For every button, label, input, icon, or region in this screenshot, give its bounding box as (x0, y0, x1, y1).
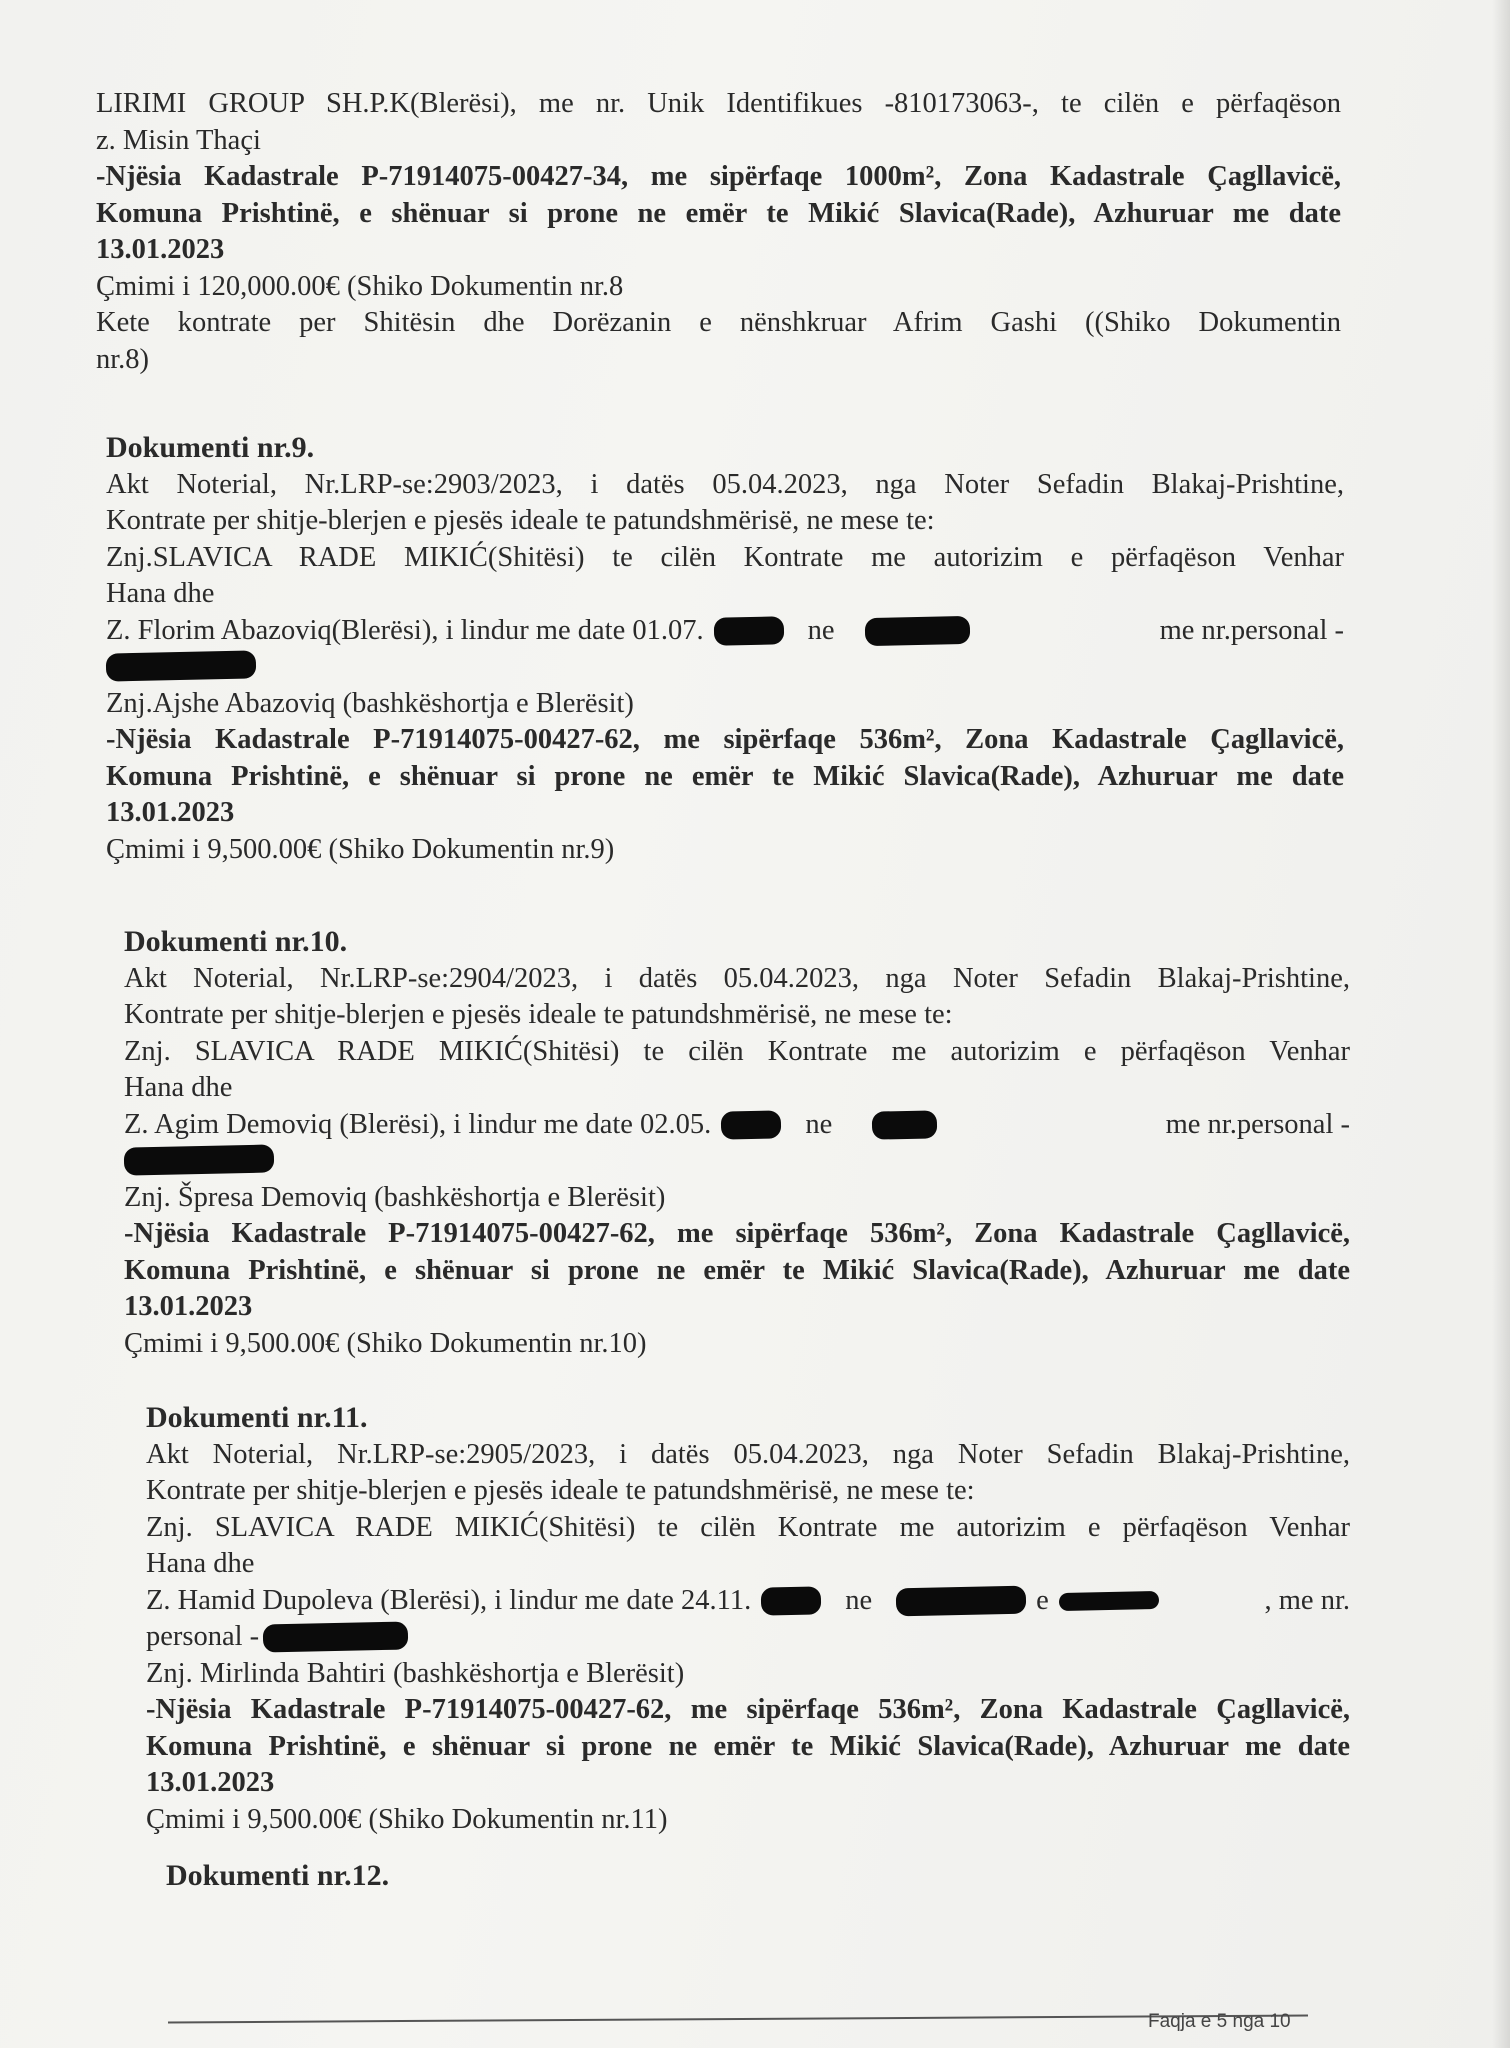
doc10-section (124, 924, 1350, 1362)
doc9-heading: Dokumenti nr.9. (106, 431, 315, 464)
redaction-bar (872, 1110, 938, 1139)
redaction-bar (896, 1585, 1027, 1616)
doc11-section (146, 1400, 1350, 1838)
footer-divider (168, 2015, 1308, 2024)
intro-signed-line: nr.8) (96, 343, 150, 375)
doc9-unit-date: 13.01.2023 (106, 797, 235, 828)
doc9-seller-cont: Hana dhe (106, 578, 215, 609)
doc10-unit-line: Komuna Prishtinë, e shënuar si prone ne emër te Mikić Slavica(Rade), Azhuruar me date (124, 1254, 1350, 1286)
doc10-unit-date: 13.01.2023 (124, 1291, 253, 1322)
doc10-seller-cont: Hana dhe (124, 1072, 233, 1103)
doc10-personal-id-line (124, 1143, 1350, 1180)
doc9-buyer-text: Z. Florim Abazoviq(Blerësi), i lindur me date 01.07. (106, 614, 704, 646)
doc10-heading: Dokumenti nr.10. (124, 925, 348, 958)
doc10-seller: Znj. SLAVICA RADE MIKIĆ(Shitësi) te cilën Kontrate me autorizim e përfaqëson Venhar (124, 1035, 1350, 1067)
redaction-bar (124, 1144, 275, 1175)
doc9-personal-label: me nr.personal - (1159, 614, 1344, 646)
redaction-bar (106, 650, 257, 681)
intro-price: Çmimi i 120,000.00€ (Shiko Dokumentin nr.8 (96, 270, 624, 302)
redaction-bar (864, 616, 970, 646)
intro-unit-line: -Njësia Kadastrale P-71914075-00427-34, me sipërfaqe 1000m², Zona Kadastrale Çagllavicë, (96, 161, 1341, 192)
doc11-personal-label-cont: personal - (146, 1621, 260, 1652)
redaction-bar (263, 1622, 409, 1653)
doc11-contract: Kontrate per shitje-blerjen e pjesës ideale te patundshmërisë, ne mese te: (146, 1475, 975, 1506)
doc11-seller-cont: Hana dhe (146, 1548, 255, 1579)
doc9-act: Akt Noterial, Nr.LRP-se:2903/2023, i datës 05.04.2023, nga Noter Sefadin Blakaj-Prishtine, (106, 468, 1344, 500)
doc11-buyer-line (146, 1583, 1350, 1620)
doc9-price: Çmimi i 9,500.00€ (Shiko Dokumentin nr.9) (106, 833, 615, 865)
doc11-personal-label: , me nr. (1264, 1584, 1350, 1616)
doc9-spouse: Znj.Ajshe Abazoviq (bashkëshortja e Blerësit) (106, 687, 634, 719)
redaction-bar (761, 1586, 822, 1615)
doc12-heading: Dokumenti nr.12. (166, 1859, 390, 1892)
page-edge-shadow (1492, 0, 1510, 2048)
doc11-unit-date: 13.01.2023 (146, 1767, 275, 1798)
doc11-unit-line: Komuna Prishtinë, e shënuar si prone ne emër te Mikić Slavica(Rade), Azhuruar me date (146, 1730, 1350, 1762)
doc11-unit-line: -Njësia Kadastrale P-71914075-00427-62, me sipërfaqe 536m², Zona Kadastrale Çagllavicë, (146, 1694, 1350, 1725)
intro-unit-date: 13.01.2023 (96, 234, 225, 265)
doc9-unit-line: -Njësia Kadastrale P-71914075-00427-62, me sipërfaqe 536m², Zona Kadastrale Çagllavicë, (106, 724, 1344, 755)
doc10-buyer-line (124, 1107, 1350, 1144)
doc11-spouse: Znj. Mirlinda Bahtiri (bashkëshortja e Blerësit) (146, 1657, 685, 1689)
doc11-personal-id-line (146, 1619, 1350, 1656)
doc9-contract: Kontrate per shitje-blerjen e pjesës ideale te patundshmërisë, ne mese te: (106, 505, 935, 536)
doc11-act: Akt Noterial, Nr.LRP-se:2905/2023, i datës 05.04.2023, nga Noter Sefadin Blakaj-Prishtine, (146, 1438, 1350, 1470)
doc10-personal-label: me nr.personal - (1165, 1108, 1350, 1140)
doc10-price: Çmimi i 9,500.00€ (Shiko Dokumentin nr.10) (124, 1327, 647, 1359)
doc11-birthplace-label: ne (845, 1584, 873, 1616)
doc11-heading: Dokumenti nr.11. (146, 1401, 368, 1434)
redaction-bar (1059, 1591, 1159, 1611)
doc9-personal-id-line (106, 649, 1344, 686)
doc10-buyer-text: Z. Agim Demoviq (Blerësi), i lindur me date 02.05. (124, 1108, 712, 1140)
doc10-birthplace-label: ne (805, 1108, 833, 1140)
doc11-price: Çmimi i 9,500.00€ (Shiko Dokumentin nr.11) (146, 1803, 668, 1835)
page-number: Faqja e 5 nga 10 (1148, 2011, 1291, 2032)
doc10-unit-line: -Njësia Kadastrale P-71914075-00427-62, me sipërfaqe 536m², Zona Kadastrale Çagllavicë, (124, 1218, 1350, 1249)
doc9-section (106, 430, 1344, 868)
intro-signed-line: Kete kontrate per Shitësin dhe Dorëzanin e nënshkruar Afrim Gashi ((Shiko Dokumentin (96, 307, 1341, 338)
doc9-buyer-line (106, 613, 1344, 650)
doc10-act: Akt Noterial, Nr.LRP-se:2904/2023, i datës 05.04.2023, nga Noter Sefadin Blakaj-Prishtine, (124, 962, 1350, 994)
doc11-e-label: e (1036, 1584, 1049, 1616)
doc10-contract: Kontrate per shitje-blerjen e pjesës ideale te patundshmërisë, ne mese te: (124, 999, 953, 1030)
intro-buyer-line: LIRIMI GROUP SH.P.K(Blerësi), me nr. Unik Identifikues -810173063-, te cilën e përfaqëson (96, 88, 1341, 119)
doc11-seller: Znj. SLAVICA RADE MIKIĆ(Shitësi) te cilën Kontrate me autorizim e përfaqëson Venhar (146, 1511, 1350, 1543)
intro-block (96, 86, 1341, 378)
doc12-section (166, 1858, 1346, 1895)
doc9-unit-line: Komuna Prishtinë, e shënuar si prone ne emër te Mikić Slavica(Rade), Azhuruar me date (106, 760, 1344, 792)
doc9-seller: Znj.SLAVICA RADE MIKIĆ(Shitësi) te cilën Kontrate me autorizim e përfaqëson Venhar (106, 541, 1344, 573)
intro-buyer-representative: z. Misin Thaçi (96, 124, 261, 156)
redaction-bar (721, 1110, 782, 1139)
doc11-buyer-text: Z. Hamid Dupoleva (Blerësi), i lindur me date 24.11. (146, 1584, 752, 1616)
intro-unit-line: Komuna Prishtinë, e shënuar si prone ne emër te Mikić Slavica(Rade), Azhuruar me date (96, 197, 1341, 229)
doc10-spouse: Znj. Špresa Demoviq (bashkëshortja e Blerësit) (124, 1181, 666, 1213)
doc9-birthplace-label: ne (807, 614, 835, 646)
redaction-bar (713, 616, 784, 645)
